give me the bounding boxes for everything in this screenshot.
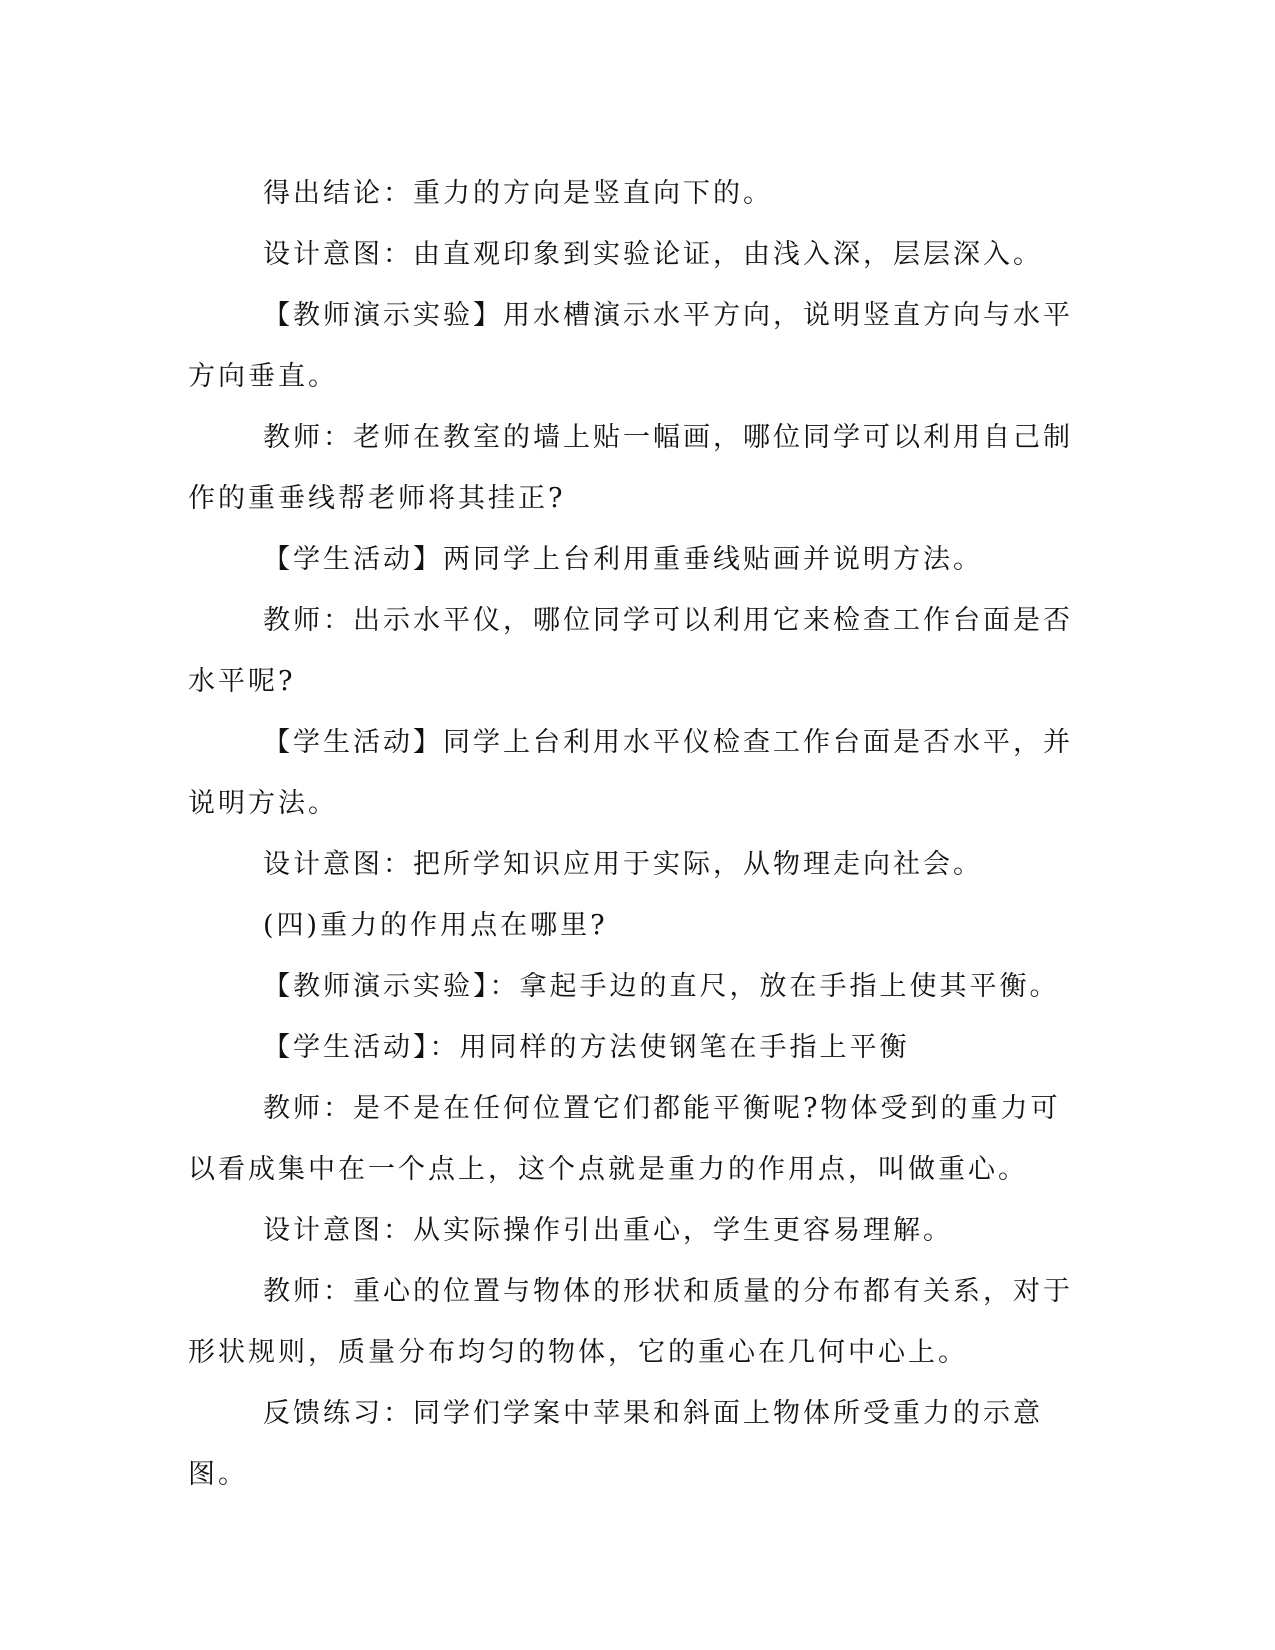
paragraph-teacher-demo-1: 【教师演示实验】用水槽演示水平方向，说明竖直方向与水平方向垂直。: [188, 300, 1073, 392]
document-body: [188, 163, 1078, 1505]
section-heading: (四)重力的作用点在哪里?: [263, 910, 608, 941]
paragraph-feedback-exercise: 反馈练习：同学们学案中苹果和斜面上物体所受重力的示意图。: [188, 1398, 1043, 1490]
paragraph-student-activity-1: 【学生活动】两同学上台利用重垂线贴画并说明方法。: [263, 544, 983, 575]
paragraph-teacher-question-1: 教师：老师在教室的墙上贴一幅画，哪位同学可以利用自己制作的重垂线帮老师将其挂正?: [188, 422, 1073, 514]
paragraph-design-intent-3: 设计意图：从实际操作引出重心，学生更容易理解。: [263, 1215, 953, 1246]
paragraph-conclusion: 得出结论：重力的方向是竖直向下的。: [263, 178, 773, 209]
paragraph-student-activity-2: 【学生活动】同学上台利用水平仪检查工作台面是否水平，并说明方法。: [188, 727, 1073, 819]
paragraph-design-intent-2: 设计意图：把所学知识应用于实际，从物理走向社会。: [263, 849, 983, 880]
paragraph-teacher-demo-2: 【教师演示实验】：拿起手边的直尺，放在手指上使其平衡。: [263, 971, 1060, 1002]
paragraph-design-intent-1: 设计意图：由直观印象到实验论证，由浅入深，层层深入。: [263, 239, 1043, 270]
paragraph-teacher-question-2: 教师：出示水平仪，哪位同学可以利用它来检查工作台面是否水平呢?: [188, 605, 1073, 697]
paragraph-teacher-question-3: 教师：是不是在任何位置它们都能平衡呢?物体受到的重力可以看成集中在一个点上，这个点就是重力的作用点，叫做重心。: [188, 1093, 1061, 1185]
paragraph-student-activity-3: 【学生活动】：用同样的方法使钢笔在手指上平衡: [263, 1032, 910, 1063]
paragraph-teacher-explanation: 教师：重心的位置与物体的形状和质量的分布都有关系，对于形状规则，质量分布均匀的物体，它的重心在几何中心上。: [188, 1276, 1073, 1368]
